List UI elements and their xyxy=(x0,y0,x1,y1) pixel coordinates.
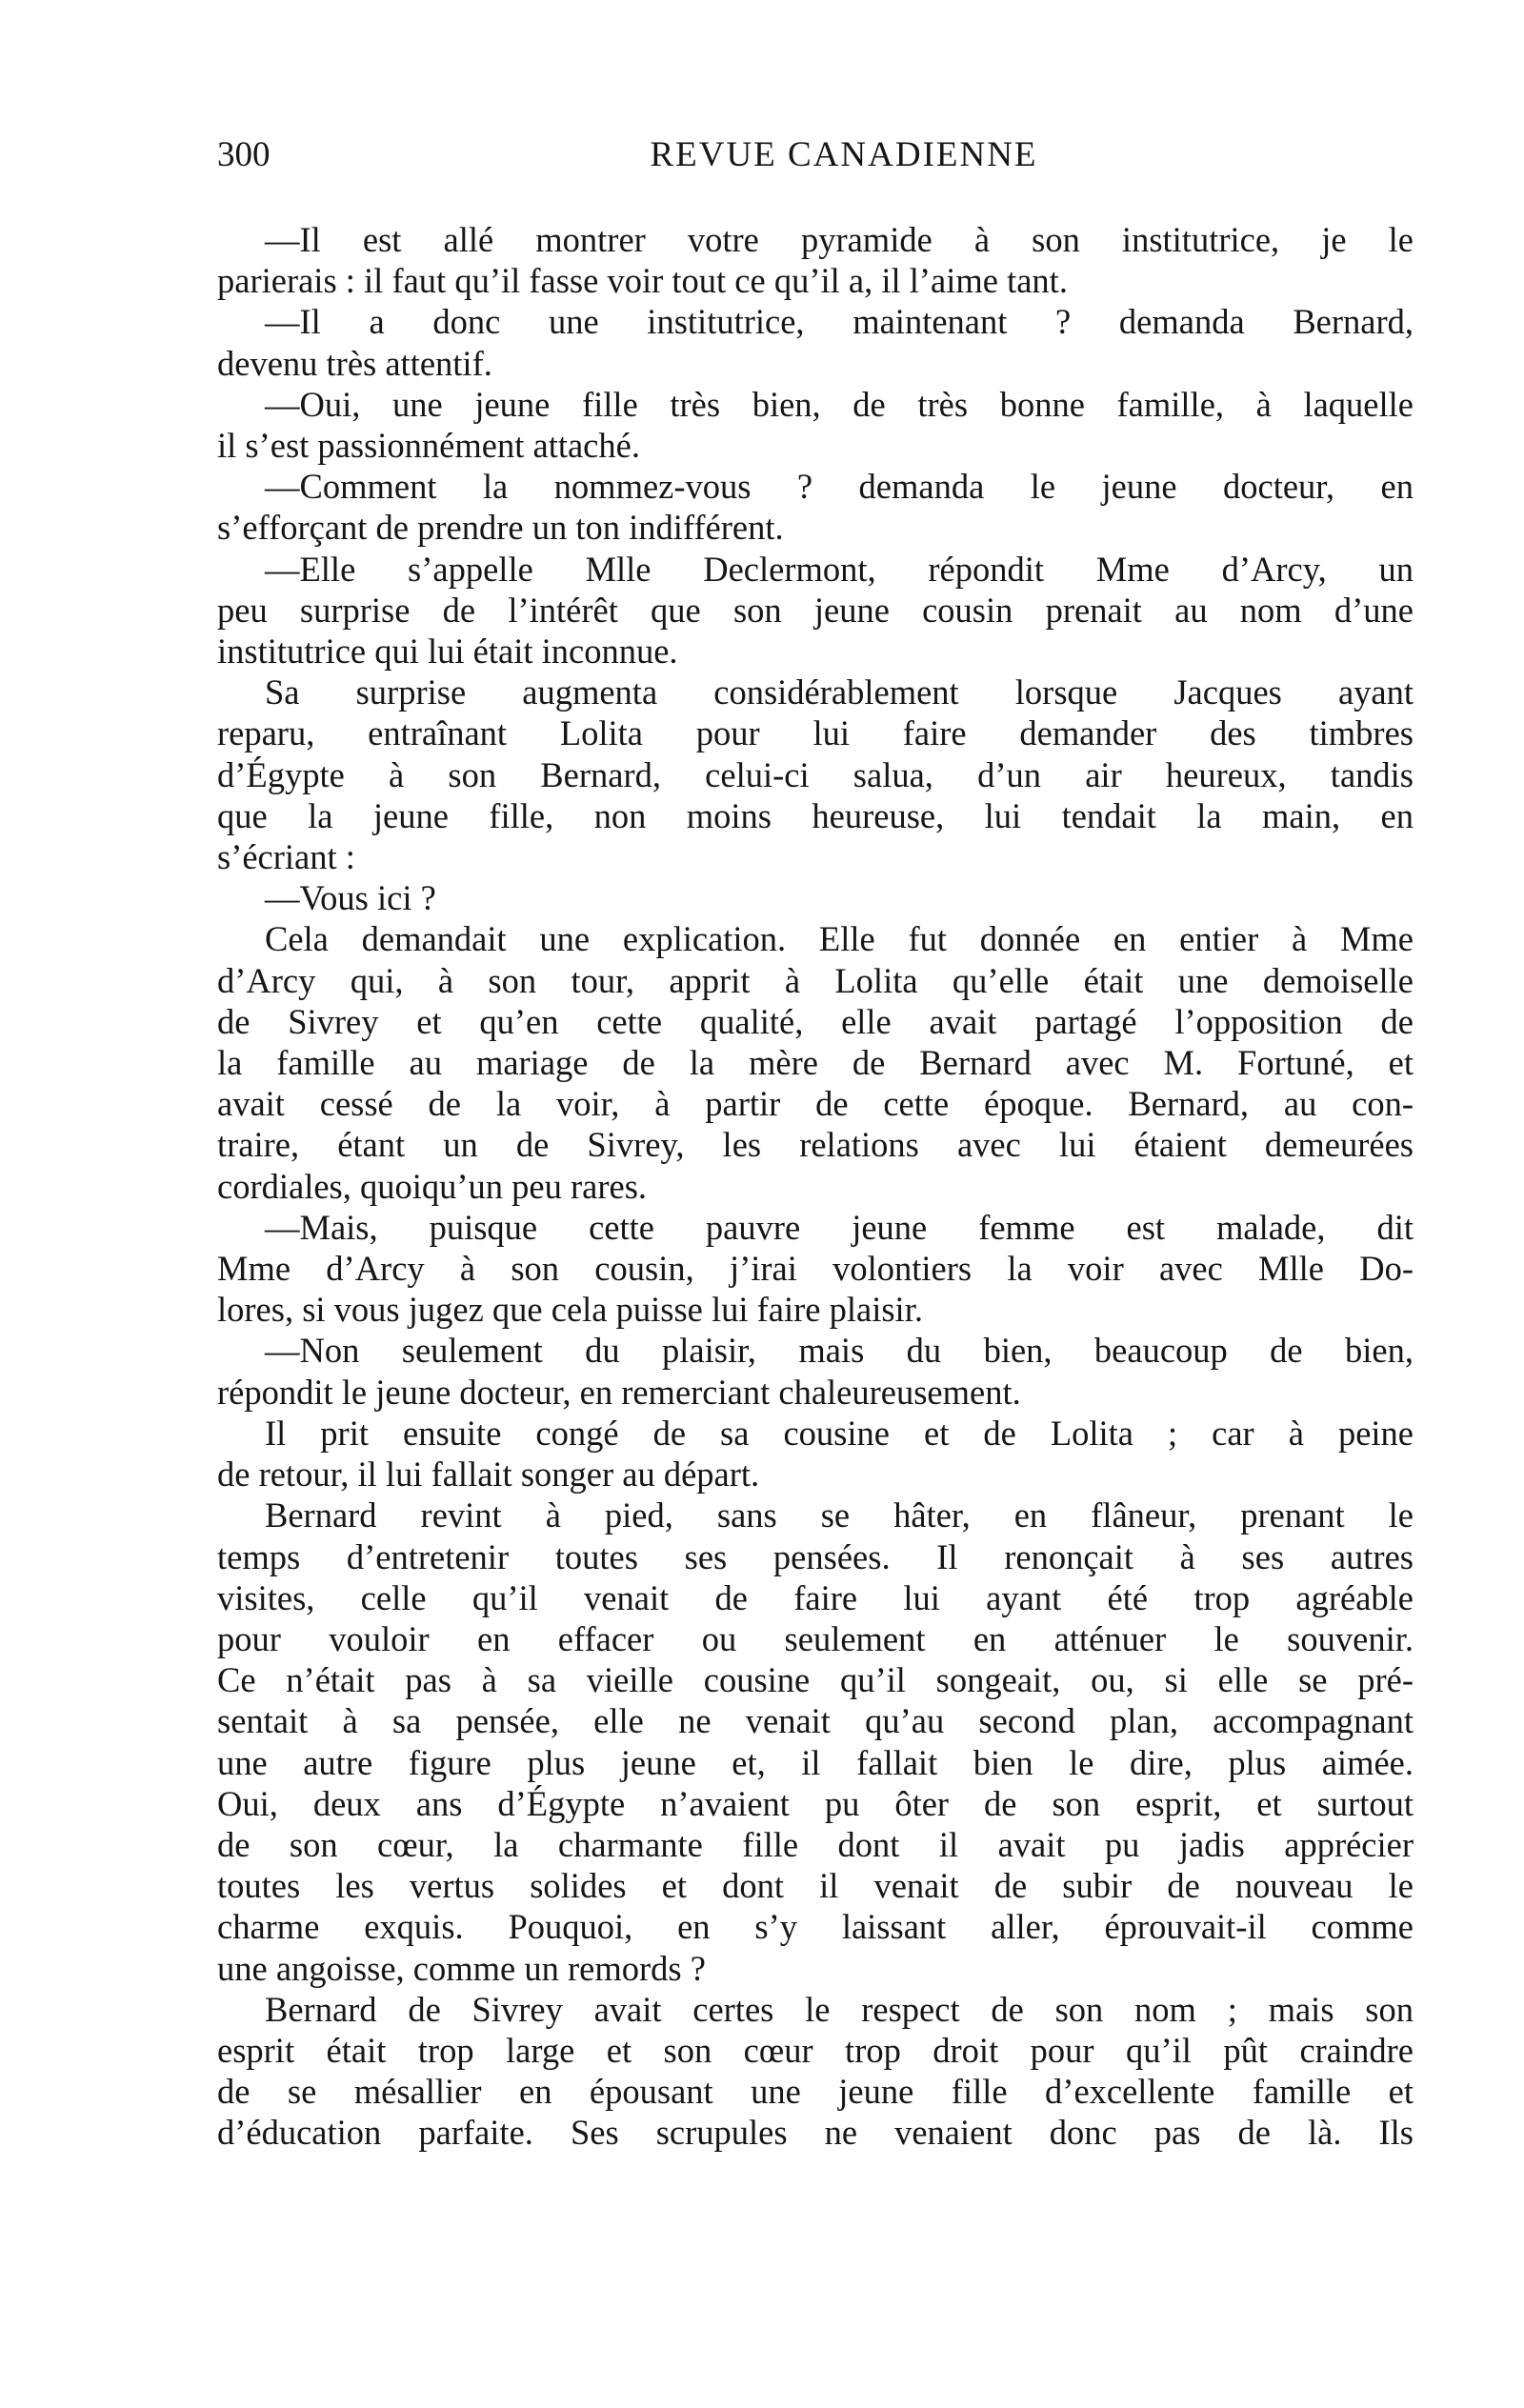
text-line: sentait à sa pensée, elle ne venait qu’au second plan, accompagnant xyxy=(217,1701,1414,1741)
body-text xyxy=(217,219,1414,2154)
text-line: traire, étant un de Sivrey, les relations avec lui étaient demeurées xyxy=(217,1125,1414,1165)
text-line: —Il est allé montrer votre pyramide à son institutrice, je le xyxy=(265,220,1414,259)
text-line: de Sivrey et qu’en cette qualité, elle avait partagé l’opposition de xyxy=(217,1001,1414,1041)
text-line: visites, celle qu’il venait de faire lui ayant été trop agréable xyxy=(217,1577,1414,1617)
text-line: —Oui, une jeune fille très bien, de très bonne famille, à laquelle xyxy=(265,384,1414,424)
text-line: avait cessé de la voir, à partir de cette époque. Bernard, au con- xyxy=(217,1084,1414,1124)
text-line: pour vouloir en effacer ou seulement en atténuer le souvenir. xyxy=(217,1618,1414,1658)
text-line: de retour, il lui fallait songer au départ. xyxy=(217,1455,760,1495)
text-line: —Mais, puisque cette pauvre jeune femme est malade, dit xyxy=(265,1207,1414,1247)
text-line: Bernard de Sivrey avait certes le respect de son nom ; mais son xyxy=(265,1989,1414,2029)
text-line: toutes les vertus solides et dont il venait de subir de nouveau le xyxy=(217,1866,1414,1906)
text-line: la famille au mariage de la mère de Bernard avec M. Fortuné, et xyxy=(217,1043,1414,1083)
text-line: Il prit ensuite congé de sa cousine et de Lolita ; car à peine xyxy=(265,1413,1414,1453)
text-line: Bernard revint à pied, sans se hâter, en flâneur, prenant le xyxy=(265,1495,1414,1535)
text-line: Cela demandait une explication. Elle fut donnée en entier à Mme xyxy=(265,919,1414,959)
text-line: Mme d’Arcy à son cousin, j’irai volontiers la voir avec Mlle Do- xyxy=(217,1249,1414,1289)
text-line: —Vous ici ? xyxy=(265,878,436,918)
text-line: —Elle s’appelle Mlle Declermont, répondit Mme d’Arcy, un xyxy=(265,549,1414,589)
text-line: —Comment la nommez-vous ? demanda le jeune docteur, en xyxy=(265,467,1414,507)
text-line: d’éducation parfaite. Ses scrupules ne venaient donc pas de là. Ils xyxy=(217,2113,1414,2153)
text-line: de son cœur, la charmante fille dont il avait pu jadis apprécier xyxy=(217,1824,1414,1864)
text-line: lores, si vous jugez que cela puisse lui faire plaisir. xyxy=(217,1290,923,1330)
text-line: une autre figure plus jeune et, il fallait bien le dire, plus aimée. xyxy=(217,1742,1414,1782)
text-line: de se mésallier en épousant une jeune fille d’excellente famille et xyxy=(217,2072,1414,2112)
text-line: s’écriant : xyxy=(217,837,355,877)
text-line: répondit le jeune docteur, en remerciant chaleureusement. xyxy=(217,1372,1021,1412)
text-line: charme exquis. Pouquoi, en s’y laissant aller, éprouvait-il comme xyxy=(217,1907,1414,1947)
page-number: 300 xyxy=(217,135,271,174)
text-line: —Il a donc une institutrice, maintenant ? demanda Bernard, xyxy=(265,302,1414,342)
text-line: temps d’entretenir toutes ses pensées. Il renonçait à ses autres xyxy=(217,1536,1414,1576)
text-line: Oui, deux ans d’Égypte n’avaient pu ôter de son esprit, et surtout xyxy=(217,1783,1414,1823)
text-line: esprit était trop large et son cœur trop droit pour qu’il pût craindre xyxy=(217,2030,1414,2070)
text-line: reparu, entraînant Lolita pour lui faire demander des timbres xyxy=(217,713,1414,753)
text-line: cordiales, quoiqu’un peu rares. xyxy=(217,1166,648,1206)
text-line: parierais : il faut qu’il fasse voir tout ce qu’il a, il l’aime tant. xyxy=(217,261,1068,301)
text-line: une angoisse, comme un remords ? xyxy=(217,1948,706,1988)
text-line: s’efforçant de prendre un ton indifférent. xyxy=(217,508,784,548)
text-line: peu surprise de l’intérêt que son jeune cousin prenait au nom d’une xyxy=(217,590,1414,630)
text-line: que la jeune fille, non moins heureuse, lui tendait la main, en xyxy=(217,795,1414,835)
text-line: —Non seulement du plaisir, mais du bien, beaucoup de bien, xyxy=(265,1331,1414,1371)
running-head xyxy=(217,131,1414,179)
journal-title: REVUE CANADIENNE xyxy=(650,135,1038,174)
text-line: d’Égypte à son Bernard, celui-ci salua, d’un air heureux, tandis xyxy=(217,754,1414,794)
text-line: Ce n’était pas à sa vieille cousine qu’il songeait, ou, si elle se pré- xyxy=(217,1660,1414,1700)
text-line: il s’est passionnément attaché. xyxy=(217,426,640,466)
text-line: institutrice qui lui était inconnue. xyxy=(217,632,678,672)
text-line: devenu très attentif. xyxy=(217,343,492,383)
text-line: d’Arcy qui, à son tour, apprit à Lolita qu’elle était une demoiselle xyxy=(217,960,1414,1000)
text-line: Sa surprise augmenta considérablement lorsque Jacques ayant xyxy=(265,672,1414,712)
